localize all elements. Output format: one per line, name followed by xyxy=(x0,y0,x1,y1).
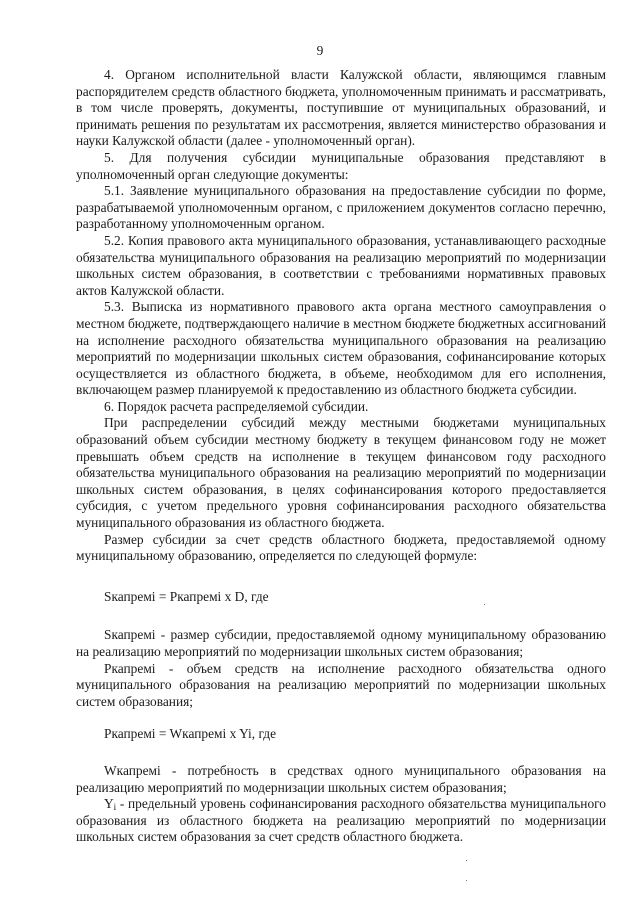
definition-y-symbol: Y xyxy=(104,796,114,812)
definition-p: Pкапремi - объем средств на исполнение расходного обязательства одного муниципального образования на реализацию мероприятий по модернизации школьных систем образования; xyxy=(76,660,606,709)
scan-speck xyxy=(466,880,467,881)
paragraph-5-2: 5.2. Копия правового акта муниципального образования, устанавливающего расходные обязательства муниципального образования на реализацию мероприятий по модернизации школьных систем образования, в соответствии с требованиями нормативных правовых актов Калужской области. xyxy=(76,232,606,298)
definition-s: Sкапремi - размер субсидии, предоставляемой одному муниципальному образованию на реализацию мероприятий по модернизации школьных систем образования; xyxy=(76,627,606,659)
definition-y-subscript: i xyxy=(113,802,117,813)
document-body xyxy=(76,67,606,846)
paragraph-4: 4. Органом исполнительной власти Калужской области, являющимся главным распорядителем средств областного бюджета, уполномоченным принимать и рассматривать, в том числе проверять, документы, поступившие от муниципальных образований, и принимать решения по результатам их рассмотрения, является министерство образования и науки Калужской области (далее - уполномоченный орган). xyxy=(76,67,606,149)
definition-w: Wкапремi - потребность в средствах одного муниципального образования на реализацию мероприятий по модернизации школьных систем образования; xyxy=(76,762,606,795)
paragraph-5-3: 5.3. Выписка из нормативного правового акта органа местного самоуправления о местном бюджете, подтверждающего наличие в местном бюджете бюджетных ассигнований на исполнение расходного обязательства муниципального образования на реализацию мероприятий по модернизации школьных систем образования, софинансирование которых осуществляется из областного бюджета, в объеме, необходимом для его исполнения, включающем размер планируемой к предоставлению из областного бюджета субсидии. xyxy=(76,299,606,398)
definition-y xyxy=(76,796,606,846)
scan-speck xyxy=(484,604,485,605)
paragraph-5: 5. Для получения субсидии муниципальные образования представляют в уполномоченный орган следующие документы: xyxy=(76,149,606,182)
formula-subsidy: Sкапремi = Pкапремi x D, где xyxy=(104,588,269,604)
definition-y-text: - предельный уровень софинансирования расходного обязательства муниципального образования из областного бюджета на реализацию мероприятий по модернизации школьных систем образования за счет средств областного бюджета. xyxy=(76,796,606,845)
scan-speck xyxy=(466,860,467,861)
formula-expense: Pкапремi = Wкапремi x Yi, где xyxy=(104,726,277,742)
paragraph-5-1: 5.1. Заявление муниципального образования на предоставление субсидии по форме, разрабатываемой уполномоченным органом, с приложением документов согласно перечню, разработанному уполномоченным органом. xyxy=(76,183,606,232)
paragraph-6: 6. Порядок расчета распределяемой субсидии. xyxy=(104,398,369,414)
paragraph-6-text: При распределении субсидий между местными бюджетами муниципальных образований объем субсидии местному бюджету в текущем финансовом году не может превышать объем средств на исполнение в текущем финансовом году расходного обязательства муниципального образования на реализацию мероприятий по модернизации школьных систем образования, в целях софинансирования которого предоставляется субсидия, с учетом предельного уровня софинансирования расходного обязательства муниципального образования из областного бюджета. xyxy=(76,415,606,531)
paragraph-subsidy-size: Размер субсидии за счет средств областного бюджета, предоставляемой одному муниципальному образованию, определяется по следующей формуле: xyxy=(76,531,606,564)
page-number: 9 xyxy=(316,43,324,58)
